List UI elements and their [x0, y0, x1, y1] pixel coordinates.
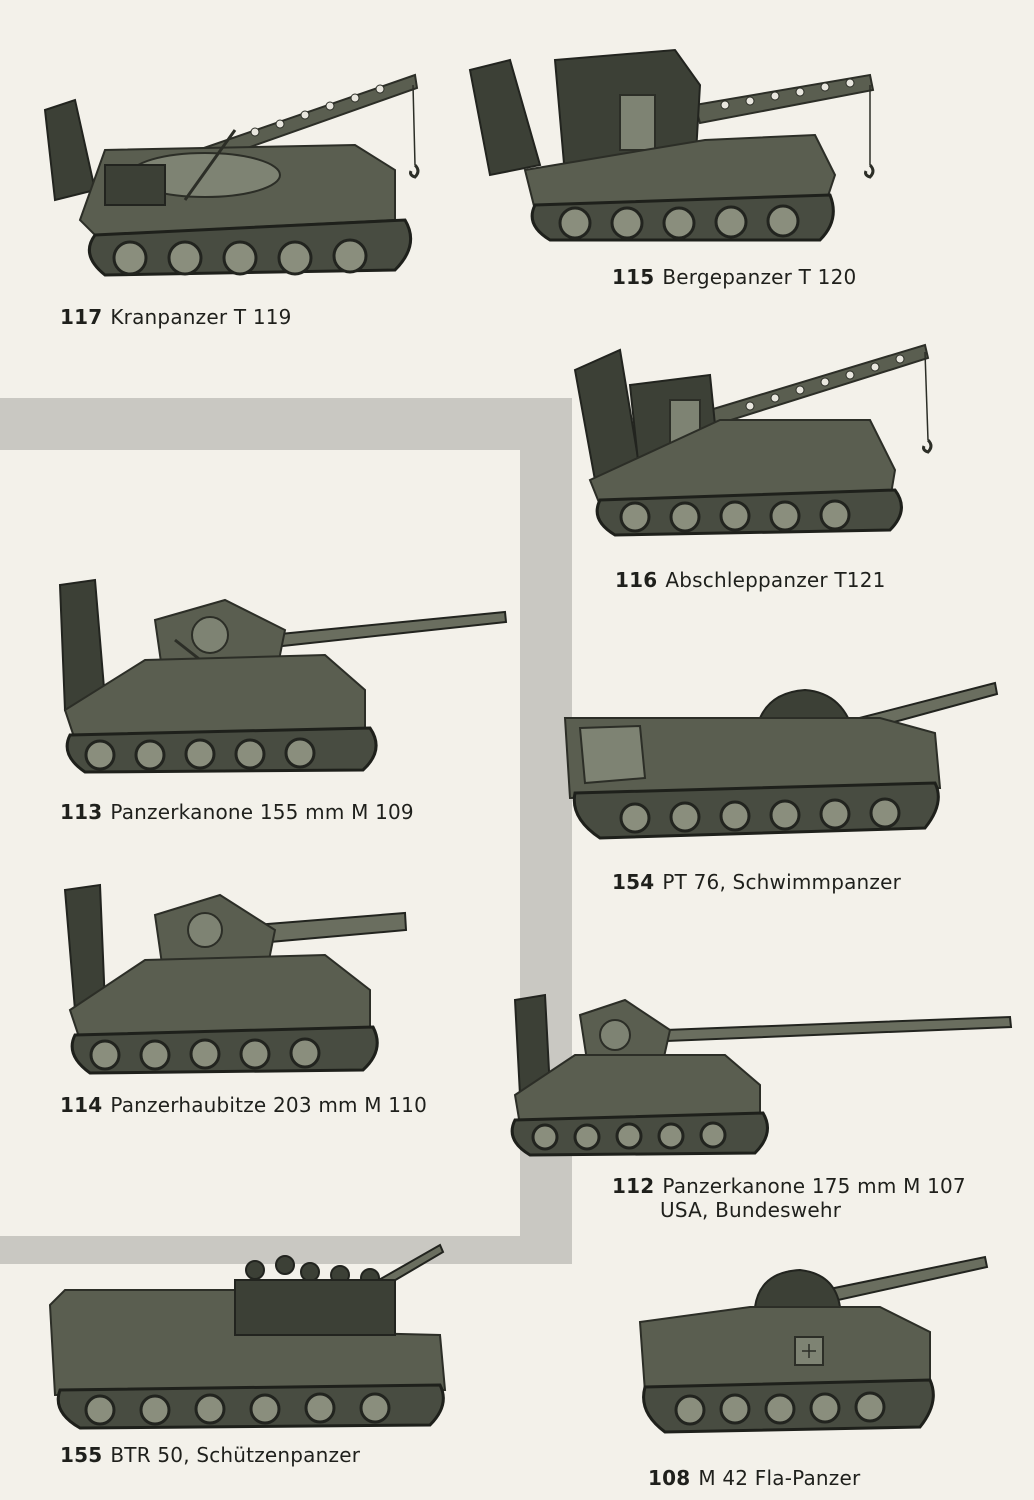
- vehicle-name: Panzerhaubitze 203 mm M 110: [110, 1093, 428, 1117]
- vehicle-image-117: [35, 70, 445, 295]
- vehicle-caption-116: [615, 568, 886, 592]
- vehicle-caption-155: [60, 1443, 360, 1467]
- vehicle-name: Panzerkanone 175 mm M 107: [662, 1174, 966, 1198]
- vehicle-caption-115: [612, 265, 856, 289]
- vehicle-number: 154: [612, 870, 655, 894]
- vehicle-name: BTR 50, Schützenpanzer: [110, 1443, 361, 1467]
- vehicle-image-108: [630, 1252, 1000, 1457]
- vehicle-image-112: [495, 995, 1015, 1165]
- vehicle-number: 114: [60, 1093, 103, 1117]
- vehicle-number: 108: [648, 1466, 691, 1490]
- vehicle-number: 115: [612, 265, 655, 289]
- vehicle-image-155: [40, 1240, 450, 1435]
- vehicle-image-113: [45, 580, 510, 780]
- vehicle-name: Kranpanzer T 119: [110, 305, 292, 329]
- vehicle-name: Bergepanzer T 120: [662, 265, 857, 289]
- vehicle-caption-117: [60, 305, 292, 329]
- vehicle-number: 116: [615, 568, 658, 592]
- vehicle-number: 112: [612, 1174, 655, 1198]
- vehicle-name: M 42 Fla-Panzer: [698, 1466, 861, 1490]
- vehicle-name: Abschleppanzer T121: [665, 568, 886, 592]
- vehicle-image-154: [560, 678, 1010, 858]
- vehicle-name: Panzerkanone 155 mm M 109: [110, 800, 414, 824]
- vehicle-number: 155: [60, 1443, 103, 1467]
- vehicle-image-116: [570, 340, 940, 555]
- vehicle-image-115: [465, 45, 885, 250]
- frame-band-top: [0, 398, 560, 450]
- vehicle-caption-154: [612, 870, 901, 894]
- vehicle-caption-114: [60, 1093, 427, 1117]
- vehicle-caption-113: [60, 800, 414, 824]
- vehicle-name: PT 76, Schwimmpanzer: [662, 870, 902, 894]
- vehicle-caption-108: [648, 1466, 860, 1490]
- vehicle-caption-112: [612, 1174, 966, 1222]
- vehicle-number: 113: [60, 800, 103, 824]
- vehicle-number: 117: [60, 305, 103, 329]
- vehicle-image-114: [55, 885, 410, 1085]
- vehicle-caption-line2: USA, Bundeswehr: [660, 1198, 842, 1222]
